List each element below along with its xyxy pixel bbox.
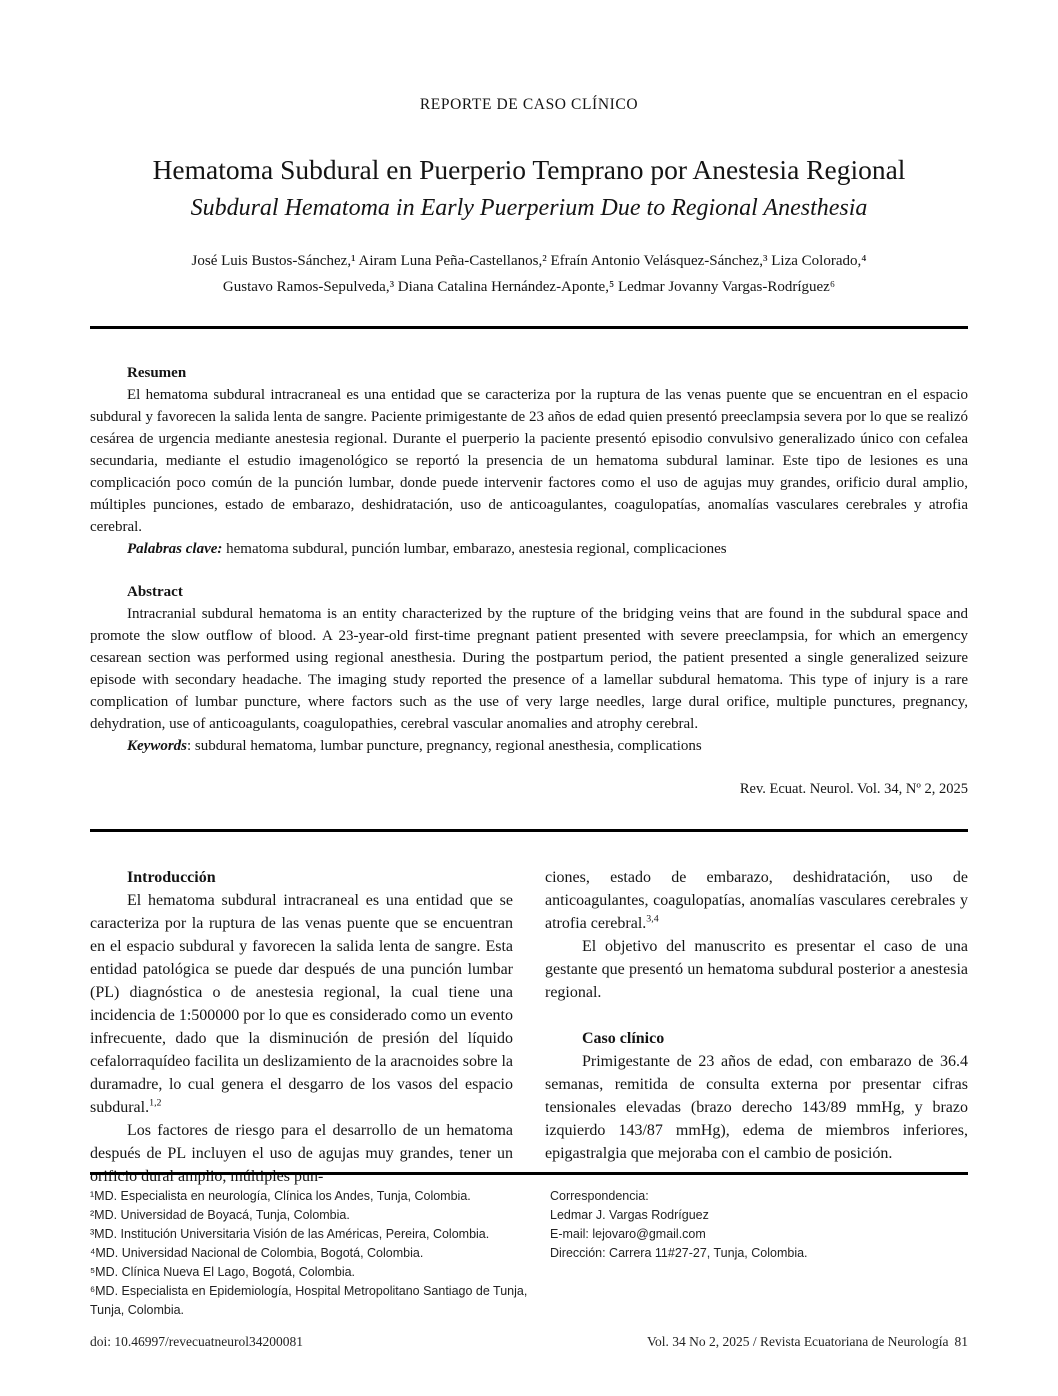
affiliation-1: ¹MD. Especialista en neurología, Clínica los Andes, Tunja, Colombia.: [90, 1189, 471, 1203]
journal-reference: Rev. Ecuat. Neurol. Vol. 34, Nº 2, 2025: [739, 781, 968, 797]
introduccion-paragraph-1: [90, 889, 513, 1119]
affiliation-4: ⁴MD. Universidad Nacional de Colombia, Bogotá, Colombia.: [90, 1246, 424, 1260]
keywords-text: : subdural hematoma, lumbar puncture, pregnancy, regional anesthesia, complications: [187, 738, 702, 754]
article-content: [90, 96, 968, 1202]
caso-clinico-heading: Caso clínico: [582, 1030, 665, 1047]
palabras-clave-line: [90, 538, 968, 560]
citation-1-2: 1,2: [149, 1097, 162, 1109]
resumen-heading: Resumen: [127, 365, 187, 381]
introduccion-paragraph-4: El objetivo del manuscrito es presentar el caso de una gestante que presentó un hematoma subdural posterior a anestesia regional.: [545, 938, 968, 1001]
footer-volume-text: Vol. 34 No 2, 2025 / Revista Ecuatoriana de Neurología: [646, 1334, 949, 1349]
article-type-label: REPORTE DE CASO CLÍNICO: [419, 96, 639, 113]
resumen-section: [90, 362, 968, 560]
divider-footnotes: [90, 1172, 968, 1175]
divider-top: [90, 326, 968, 329]
correspondence-name: Ledmar J. Vargas Rodríguez: [550, 1208, 709, 1222]
footnotes-columns: [90, 1187, 968, 1320]
article-title-en: Subdural Hematoma in Early Puerperium Due to Regional Anesthesia: [190, 195, 868, 221]
page-footer: [90, 1334, 968, 1350]
authors-line-1: José Luis Bustos-Sánchez,¹ Airam Luna Peña-Castellanos,² Efraín Antonio Velásquez-Sánchez,³ Liza Colorado,⁴: [191, 253, 867, 269]
palabras-clave-label: Palabras clave:: [127, 541, 223, 557]
affiliations-block: [90, 1172, 968, 1320]
authors-block: [90, 248, 968, 300]
introduccion-paragraph-2: Los factores de riesgo para el desarrollo de un hematoma después de PL incluyen el uso de agujas muy grandes, tener un orificio dural amplio, múltiples pun-: [90, 1122, 513, 1185]
abstract-body: Intracranial subdural hematoma is an entity characterized by the rupture of the bridging veins that are found in the subdural space and promote the slow outflow of blood. A 23-year-old first-time pregnant patient presented with severe preeclampsia, for which an emergency cesarean section was performed using regional anesthesia. During the postpartum period, the patient presented a single generalized seizure episode with secondary headache. The imaging study reported the presence of a lamellar subdural hematoma. This type of injury is a rare complication of lumbar puncture, where factors such as the use of very large needles, large dural orifice, multiple punctures, pregnancy, dehydration, use of anticoagulants, coagulopathies, cerebral vascular anomalies and atrophy cerebral.: [90, 606, 968, 732]
introduccion-heading: Introducción: [127, 869, 216, 886]
affiliation-5: ⁵MD. Clínica Nueva El Lago, Bogotá, Colombia.: [90, 1265, 356, 1279]
affiliation-2: ²MD. Universidad de Boyacá, Tunja, Colombia.: [90, 1208, 350, 1222]
keywords-line: [90, 735, 968, 757]
article-title-es: Hematoma Subdural en Puerperio Temprano por Anestesia Regional: [152, 154, 906, 185]
citation-3-4: 3,4: [646, 913, 659, 925]
abstract-section: [90, 581, 968, 757]
correspondence-email: E-mail: lejovaro@gmail.com: [550, 1227, 706, 1241]
affiliation-6: ⁶MD. Especialista en Epidemiología, Hospital Metropolitano Santiago de Tunja, Tunja, Colombia.: [90, 1284, 528, 1317]
caso-clinico-paragraph-1: Primigestante de 23 años de edad, con embarazo de 36.4 semanas, remitida de consulta externa por presentar cifras tensionales elevadas (brazo derecho 143/89 mmHg, y brazo izquierdo 143/87 mmHg), edema de miembros inferiores, epigastralgia que mejoraba con el cambio de posición.: [545, 1053, 968, 1162]
page-number: 81: [954, 1334, 968, 1349]
affiliation-3: ³MD. Institución Universitaria Visión de las Américas, Pereira, Colombia.: [90, 1227, 490, 1241]
correspondence-label: Correspondencia:: [550, 1189, 649, 1203]
abstract-heading: Abstract: [127, 584, 183, 600]
keywords-label: Keywords: [127, 738, 187, 754]
correspondence-block: [550, 1187, 968, 1320]
footer-journal-info: [641, 1334, 968, 1350]
doi-text: doi: 10.46997/revecuatneurol34200081: [90, 1334, 303, 1349]
introduccion-paragraph-3: [545, 866, 968, 935]
right-column: [545, 866, 968, 1202]
correspondence-address: Dirección: Carrera 11#27-27, Tunja, Colombia.: [550, 1246, 808, 1260]
resumen-body: El hematoma subdural intracraneal es una entidad que se caracteriza por la ruptura de las venas puente que se encuentran en el espacio subdural y favorecen la salida lenta de sangre. Paciente primigestante de 23 años de edad quien presentó preeclampsia severa por lo que se realizó cesárea de urgencia mediante anestesia regional. Durante el puerperio la paciente presentó episodio convulsivo generalizado único con cefalea secundaria, mediante el estudio imagenológico se reportó la presencia de un hematoma subdural laminar. Este tipo de lesiones es una complicación poco común de la punción lumbar, donde puede intervenir factores como el uso de agujas muy grandes, orificio dural amplio, múltiples punciones, estado de embarazo, deshidratación, uso de anticoagulantes, coagulopatías, anomalías vasculares cerebrales y atrofia cerebral.: [90, 387, 968, 535]
authors-line-2: Gustavo Ramos-Sepulveda,³ Diana Catalina Hernández-Aponte,⁵ Ledmar Jovanny Vargas-Rodríguez⁶: [222, 279, 836, 295]
introduccion-paragraph-1-text: El hematoma subdural intracraneal es una entidad que se caracteriza por la ruptura de las venas puente que se encuentran en el espacio subdural y favorecen la salida lenta de sangre. Esta entidad patológica se puede dar después de una punción lumbar (PL) diagnóstica o de anestesia regional, la cual tiene una incidencia de 1:500000 por lo que es considerado como un evento infrecuente, dado que la disminución de presión del líquido cefalorraquídeo facilita un deslizamiento de la aracnoides sobre la duramadre, lo cual genera el desgarro de los vasos del espacio subdural.: [90, 892, 513, 1116]
author-affiliations: [90, 1187, 550, 1320]
introduccion-paragraph-3-text: ciones, estado de embarazo, deshidratación, uso de anticoagulantes, coagulopatías, anomalías vasculares cerebrales y atrofia cerebral.: [545, 869, 968, 932]
divider-body: [90, 829, 968, 832]
left-column: [90, 866, 513, 1202]
palabras-clave-text: hematoma subdural, punción lumbar, embarazo, anestesia regional, complicaciones: [222, 541, 727, 557]
body-columns: [90, 866, 968, 1202]
